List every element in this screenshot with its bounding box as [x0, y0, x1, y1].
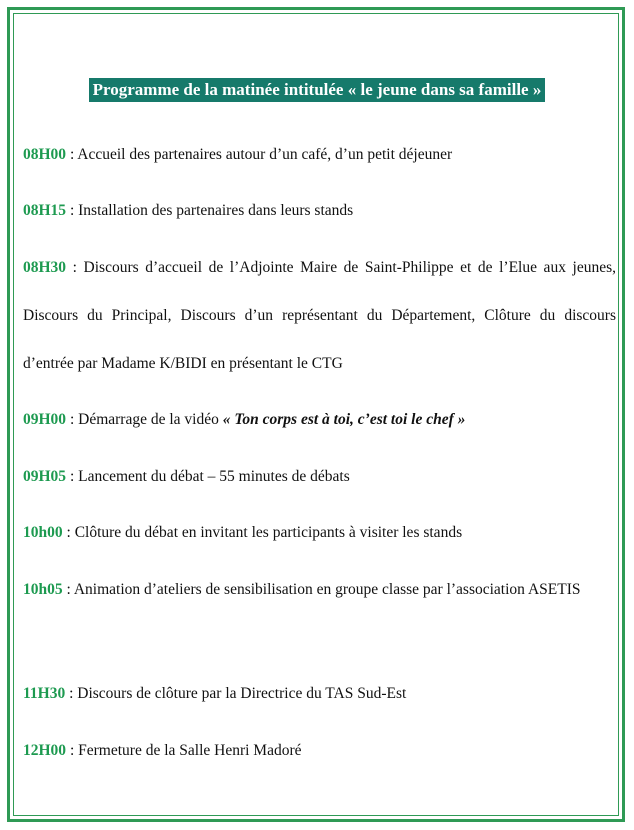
video-title: « Ton corps est à toi, c’est toi le chef »	[222, 411, 466, 428]
entry-time: 12H00	[23, 742, 67, 759]
entry-text: Clôture du débat en invitant les participants à visiter les stands	[74, 524, 463, 541]
entry-text: Discours de clôture par la Directrice du TAS Sud-Est	[77, 685, 407, 702]
schedule-entry-1130	[23, 670, 616, 718]
entry-time: 08H00	[23, 146, 67, 163]
entry-text: Discours d’accueil de l’Adjointe Maire de Saint-Philippe et de l’Elue aux jeunes, Discours du Principal, Discours d’un représentant du Département, Clôture du discours d’entrée par Madame K/BIDI en présentant le CTG	[23, 259, 616, 372]
title-container	[0, 78, 634, 102]
entry-time: 10h05	[23, 581, 63, 598]
entry-separator: :	[66, 411, 79, 428]
schedule-entry-0905	[23, 453, 616, 501]
entry-separator: :	[66, 468, 79, 485]
entry-separator: :	[62, 524, 75, 541]
schedule-entry-0800	[23, 131, 616, 179]
entry-text: Accueil des partenaires autour d’un café, d’un petit déjeuner	[77, 146, 453, 163]
entry-text: Fermeture de la Salle Henri Madoré	[78, 742, 302, 759]
entry-time: 10h00	[23, 524, 63, 541]
entry-separator: :	[62, 581, 74, 598]
entry-text: Animation d’ateliers de sensibilisation en groupe classe par l’association ASETIS	[73, 581, 581, 598]
entry-time: 09H00	[23, 411, 67, 428]
programme-title: Programme de la matinée intitulée « le jeune dans sa famille »	[89, 78, 546, 102]
entry-separator: :	[66, 202, 79, 219]
entry-separator: :	[66, 146, 78, 163]
entry-time: 08H30	[23, 259, 67, 276]
entry-time: 08H15	[23, 202, 67, 219]
schedule-entry-1000	[23, 509, 616, 557]
entry-separator: :	[66, 259, 84, 276]
entry-separator: :	[66, 742, 79, 759]
schedule-entry-0830	[23, 244, 616, 388]
entry-time: 09H05	[23, 468, 67, 485]
entry-separator: :	[65, 685, 78, 702]
entry-text: Lancement du débat – 55 minutes de débats	[78, 468, 350, 485]
entry-text: Démarrage de la vidéo	[78, 411, 223, 428]
entry-text: Installation des partenaires dans leurs stands	[78, 202, 354, 219]
schedule-entry-1200	[23, 727, 616, 775]
schedule-entry-0815	[23, 187, 616, 235]
schedule-entry-1005	[23, 566, 616, 614]
entry-time: 11H30	[23, 685, 66, 702]
schedule-entry-0900	[23, 396, 616, 444]
